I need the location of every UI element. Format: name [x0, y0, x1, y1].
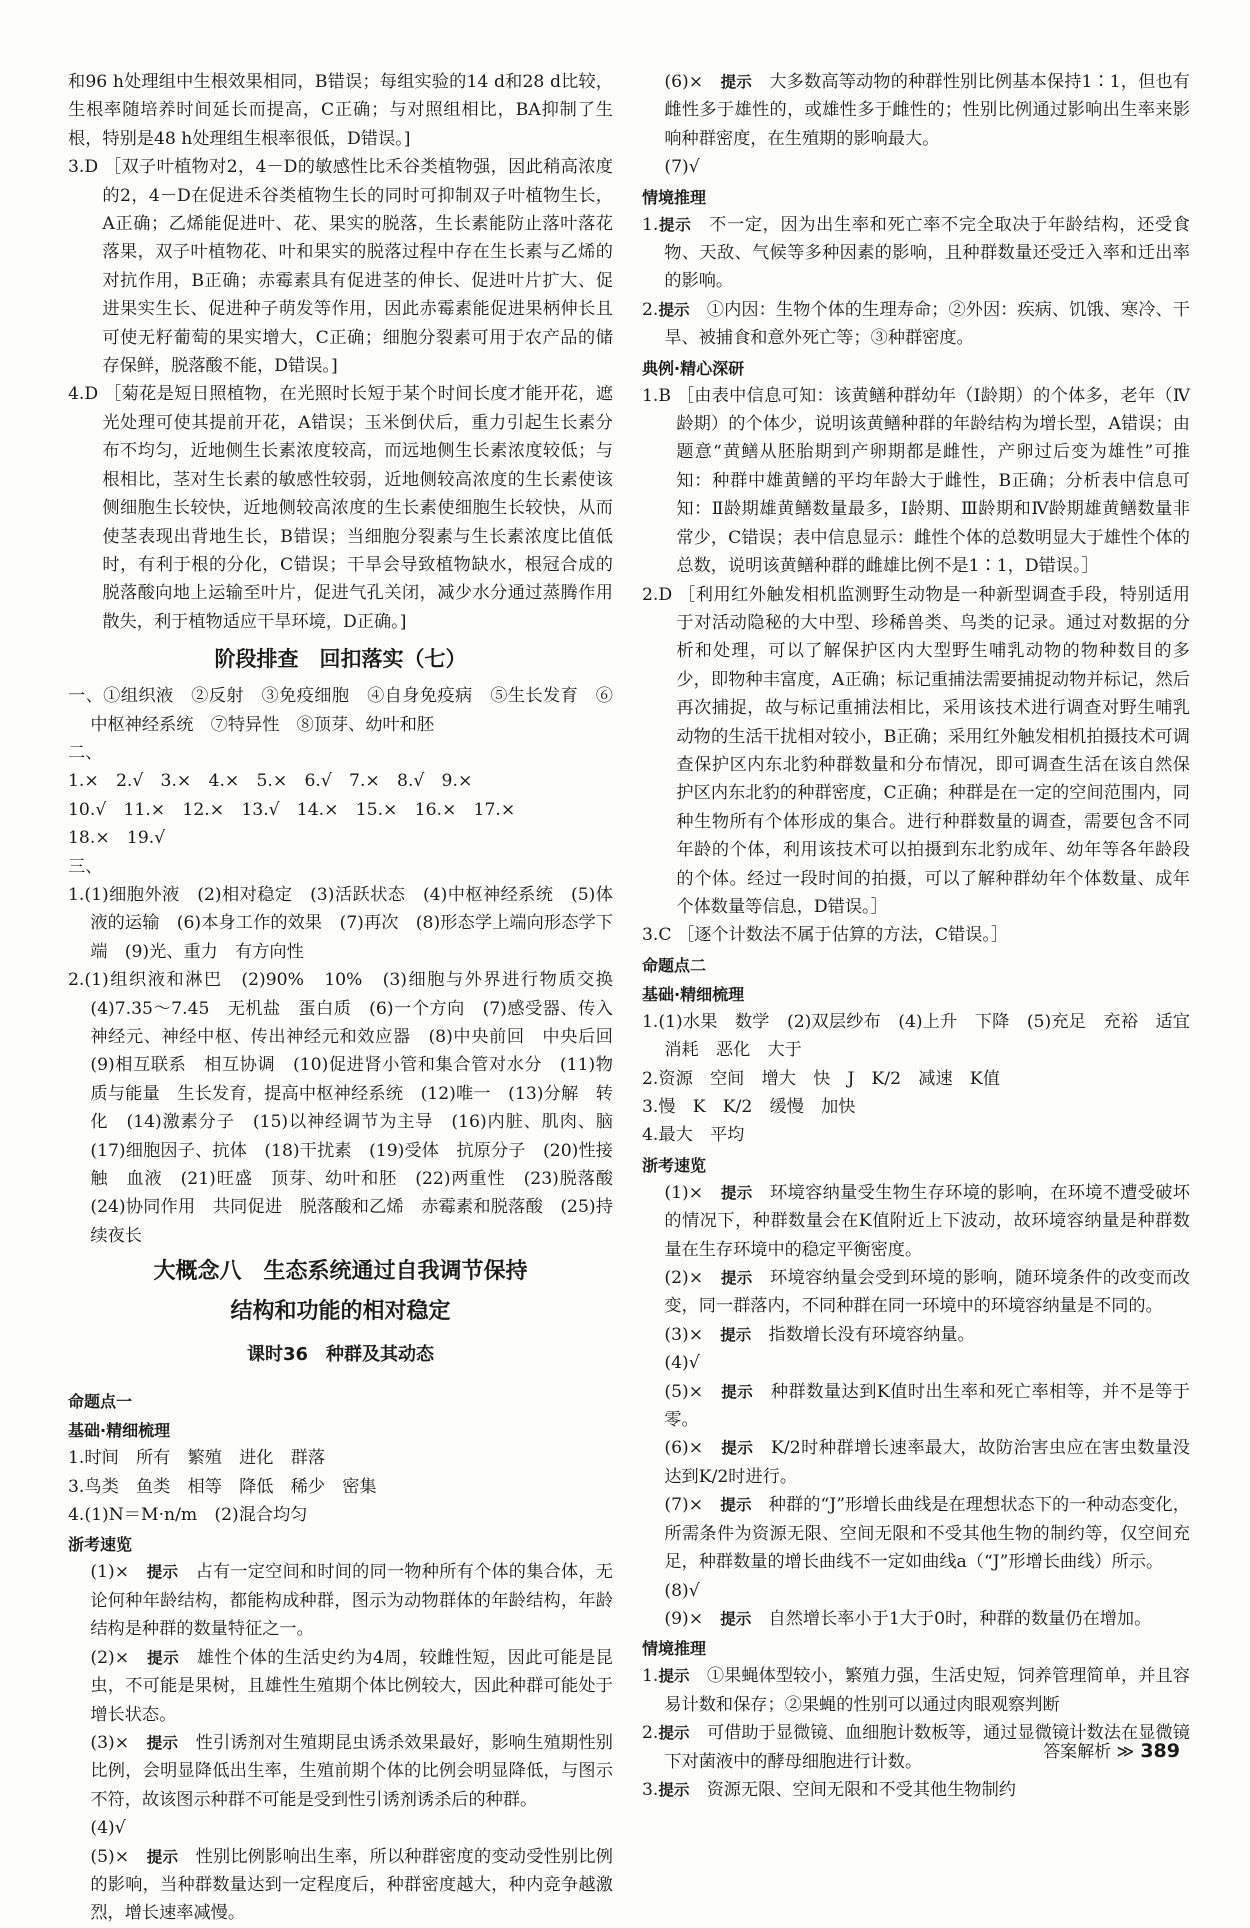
- part1-answers: 一、①组织液 ②反射 ③免疫细胞 ④自身免疫病 ⑤生长发育 ⑥中枢神经系统 ⑦特异性 ⑧顶芽、幼叶和胚: [68, 686, 613, 735]
- quick1-item7: (7)√: [664, 157, 700, 178]
- part2-line3: 18.× 19.√: [68, 828, 166, 849]
- infer2-item1: 1.提示 ①果蝇体型较小，繁殖力强，生活史短，饲养管理简单，并且容易计数和保存；②果蝇的性别可以通过肉眼观察判断: [642, 1666, 1190, 1715]
- quick1-item5: (5)× 提示 性别比例影响出生率，所以种群密度的变动受性别比例的影响，当种群数量达到一定程度后，种群密度越大，种内竞争越激烈，增长速率减慢。: [90, 1846, 613, 1924]
- page-number: 389: [1140, 1740, 1180, 1762]
- point1-heading: 命题点一: [68, 1392, 133, 1412]
- part2-line2: 10.√ 11.× 12.× 13.√ 14.× 15.× 16.× 17.×: [68, 799, 516, 820]
- quick1-item2: (2)× 提示 雄性个体的生活史约为4周，较雌性短，因此可能是昆虫，不可能是果树，且雄性生殖期个体比例较大，因此种群可能处于增长状态。: [90, 1647, 613, 1725]
- quick2-heading: 浙考速览: [642, 1155, 707, 1175]
- point2-heading: 命题点二: [642, 955, 707, 975]
- quick2-item4: (4)√: [664, 1353, 700, 1374]
- infer2-item2: 2.提示 可借助于显微镜、血细胞计数板等，通过显微镜计数法在显微镜下对菌液中的酵母细胞进行计数。: [642, 1723, 1190, 1772]
- basic2-line2: 2.资源 空间 增大 快 J K/2 减速 K值: [642, 1068, 1000, 1089]
- quick2-item2: (2)× 提示 环境容纳量会受到环境的影响，随环境条件的改变而改变，同一群落内，不同种群在同一环境中的环境容纳量是不同的。: [664, 1268, 1190, 1317]
- basic1-line4: 4.(1)N＝M·n/m (2)混合均匀: [68, 1505, 308, 1526]
- infer2-heading: 情境推理: [642, 1639, 707, 1659]
- big-concept-title-line1: 大概念八 生态系统通过自我调节保持: [153, 1259, 528, 1285]
- big-concept-title-line2: 结构和功能的相对稳定: [230, 1299, 451, 1325]
- infer2-item3: 3.提示 资源无限、空间无限和不受其他生物制约: [642, 1779, 1016, 1800]
- right-column: [642, 68, 1208, 1804]
- page-footer: [1043, 1737, 1180, 1762]
- infer1-heading: 情境推理: [642, 187, 707, 207]
- basic2-heading: 基础·精细梳理: [642, 984, 745, 1004]
- infer1-item1: 1.提示 不一定，因为出生率和死亡率不完全取决于年龄结构，还受食物、天敌、气候等多种因素的影响，且种群数量还受迁入率和迁出率的影响。: [642, 214, 1190, 292]
- part2-heading: 二、: [68, 742, 103, 763]
- quick1-heading: 浙考速览: [68, 1535, 133, 1555]
- part3-q2: 2.(1)组织液和淋巴 (2)90% 10% (3)细胞与外界进行物质交换 (4)7.35～7.45 无机盐 蛋白质 (6)一个方向 (7)感受器、传入神经元、神经中枢、传出神经元和效应器 (8)中央前回 中央后回 (9)相互联系 相互协调 (10)促进肾小管和集合管对水分 (11)物质与能量 生长发育，提高中枢神经系统 (12)唯一 (13)分解 转化 (14)激素分子 (15)以神经调节为主导 (16)内脏、肌肉、脑 (17)细胞因子、抗体 (18)干扰素 (19)受体 抗原分子 (20)性接触 血液 (21)旺盛 顶芽、幼叶和胚 (22)两重性 (23)脱落酸 (24)协同作用 共同促进 脱落酸和乙烯 赤霉素和脱落酸 (25)持续夜长: [68, 970, 631, 1246]
- quick2-item6: (6)× 提示 K/2时种群增长速率最大，故防治害虫应在害虫数量没达到K/2时进行。: [664, 1438, 1190, 1487]
- footer-label: 答案解析 ≫: [1043, 1742, 1135, 1762]
- part3-q1: 1.(1)细胞外液 (2)相对稳定 (3)活跃状态 (4)中枢神经系统 (5)体液的运输 (6)本身工作的效果 (7)再次 (8)形态学上端向形态学下端 (9)光、重力 有方向性: [68, 884, 613, 962]
- quick2-item7: (7)× 提示 种群的“J”形增长曲线是在理想状态下的一种动态变化，所需条件为资源无限、空间无限和不受其他生物的制约等，仅空间充足，种群数量的增长曲线不一定如曲线a（“J”形增长曲线）所示。: [664, 1495, 1190, 1573]
- basic2-line1: 1.(1)水果 数学 (2)双层纱布 (4)上升 下降 (5)充足 充裕 适宜 消耗 恶化 大于: [642, 1011, 1208, 1061]
- basic1-heading: 基础·精细梳理: [68, 1421, 171, 1441]
- quick1-item3: (3)× 提示 性引诱剂对生殖期昆虫诱杀效果最好，影响生殖期性别比例，会明显降低出生率，生殖前期个体的比例会明显降低，与图示不符，故该图示种群不可能是受到性引诱剂诱杀后的种群。: [90, 1732, 613, 1810]
- example-answer3: 3.C ［逐个计数法不属于估算的方法，C错误。］: [642, 925, 1009, 946]
- basic1-line1: 1.时间 所有 繁殖 进化 群落: [68, 1448, 326, 1469]
- quick2-item1: (1)× 提示 环境容纳量受生物生存环境的影响，在环境不遭受破坏的情况下，种群数量会在K值附近上下波动，故环境容纳量是种群数量在生存环境中的稳定平衡密度。: [664, 1182, 1190, 1260]
- example-answer1: 1.B ［由表中信息可知：该黄鳝种群幼年（Ⅰ龄期）的个体多，老年（Ⅳ龄期）的个体少，说明该黄鳝种群的年龄结构为增长型，A错误；由题意“黄鳝从胚胎期到产卵期都是雌性，产卵过后变为雄性”可推知：种群中雄黄鳝的平均年龄大于雌性，B正确；分析表中信息可知：Ⅱ龄期雄黄鳝数量最多，Ⅰ龄期、Ⅲ龄期和Ⅳ龄期雄黄鳝数量非常少，C错误；表中信息显示：雌性个体的总数明显大于雄性个体的总数，说明该黄鳝种群的雌雄比例不是1∶1，D错误。］: [642, 385, 1190, 577]
- quick1-item1: (1)× 提示 占有一定空间和时间的同一物种所有个体的集合体，无论何种年龄结构，都能构成种群，图示为动物群体的年龄结构，年龄结构是种群的数量特征之一。: [90, 1562, 613, 1640]
- basic2-line3: 3.慢 K K/2 缓慢 加快: [642, 1097, 856, 1117]
- example-heading: 典例·精心深研: [642, 358, 745, 378]
- answer-q3: 3.D ［双子叶植物对2，4－D的敏感性比禾谷类植物强，因此稍高浓度的2，4－D在促进禾谷类植物生长的同时可抑制双子叶植物生长，A正确；乙烯能促进叶、花、果实的脱落，生长素能防止落叶落花落果，双子叶植物花、叶和果实的脱落过程中存在生长素与乙烯的对抗作用，B正确；赤霉素具有促进茎的伸长、促进叶片扩大、促进果实生长、促进种子萌发等作用，因此赤霉素能促进果柄伸长且可使无籽葡萄的果实增大，C正确；细胞分裂素可用于农产品的储存保鲜，脱落酸不能，D错误。]: [68, 157, 613, 377]
- continuation-paragraph: 和96 h处理组中生根效果相同，B错误；每组实验的14 d和28 d比较，生根率随培养时间延长而提高，C正确；与对照组相比，BA抑制了生根，特别是48 h处理组生根率很低，D错误。]: [68, 72, 613, 149]
- answer-q4: 4.D ［菊花是短日照植物，在光照时长短于某个时间长度才能开花，遮光处理可使其提前开花，A错误；玉米倒伏后，重力引起生长素分布不均匀，近地侧生长素浓度较高，而远地侧生长素浓度较低；与根相比，茎对生长素的敏感性较弱，近地侧较高浓度的生长素使该侧细胞生长较快，近地侧较高浓度的生长素使细胞生长较快，从而使茎表现出背地生长，B错误；当细胞分裂素与生长素浓度比值低时，有利于根的分化，C错误；干旱会导致植物缺水，根冠合成的脱落酸向地上运输至叶片，促进气孔关闭，减少水分通过蒸腾作用散失，利于植物适应干旱环境，D正确。]: [68, 384, 613, 632]
- quick1-item6: (6)× 提示 大多数高等动物的种群性别比例基本保持1∶1，但也有雌性多于雄性的，或雄性多于雌性的；性别比例通过影响出生率来影响种群密度，在生殖期的影响最大。: [664, 72, 1190, 149]
- basic1-line3: 3.鸟类 鱼类 相等 降低 稀少 密集: [68, 1476, 377, 1497]
- example-answer2: 2.D ［利用红外触发相机监测野生动物是一种新型调查手段，特别适用于对活动隐秘的大中型、珍稀兽类、鸟类的记录。通过对数据的分析和处理，可以了解保护区内大型野生哺乳动物的物种数目的多少，即物种丰富度，A正确；标记重捕法需要捕捉动物并标记，然后再次捕捉，故与标记重捕法相比，采用该技术进行调查对野生哺乳动物的生活干扰相对较小，B正确；采用红外触发相机拍摄技术可调查保护区内东北豹种群数量和分布情况，即可调查生活在该自然保护区内东北豹的种群密度，C正确；种群是在一定的空间范围内，同种生物所有个体形成的集合。进行种群数量的调查，需要包含不同年龄的个体，利用该技术可以拍摄到东北豹成年、幼年等各年龄段的个体。经过一段时间的拍摄，可以了解种群幼年个体数量、成年个体数量等信息，D错误。］: [642, 584, 1190, 917]
- part3-heading: 三、: [68, 856, 103, 877]
- quick1-item4: (4)√: [90, 1818, 126, 1839]
- stage-review-title: 阶段排查 回扣落实（七）: [214, 647, 467, 672]
- quick2-item9: (9)× 提示 自然增长率小于1大于0时，种群的数量仍在增加。: [664, 1608, 1152, 1629]
- infer1-item2: 2.提示 ①内因：生物个体的生理寿命；②外因：疾病、饥饿、寒冷、干旱、被捕食和意外死亡等；③种群密度。: [642, 299, 1190, 349]
- lesson-title: 课时36 种群及其动态: [246, 1344, 435, 1366]
- basic2-line4: 4.最大 平均: [642, 1125, 745, 1146]
- left-column: [68, 68, 631, 1928]
- part2-line1: 1.× 2.√ 3.× 4.× 5.× 6.√ 7.× 8.√ 9.×: [68, 771, 473, 792]
- quick2-item5: (5)× 提示 种群数量达到K值时出生率和死亡率相等，并不是等于零。: [664, 1381, 1190, 1431]
- quick2-item3: (3)× 提示 指数增长没有环境容纳量。: [664, 1324, 975, 1345]
- quick2-item8: (8)√: [664, 1580, 700, 1601]
